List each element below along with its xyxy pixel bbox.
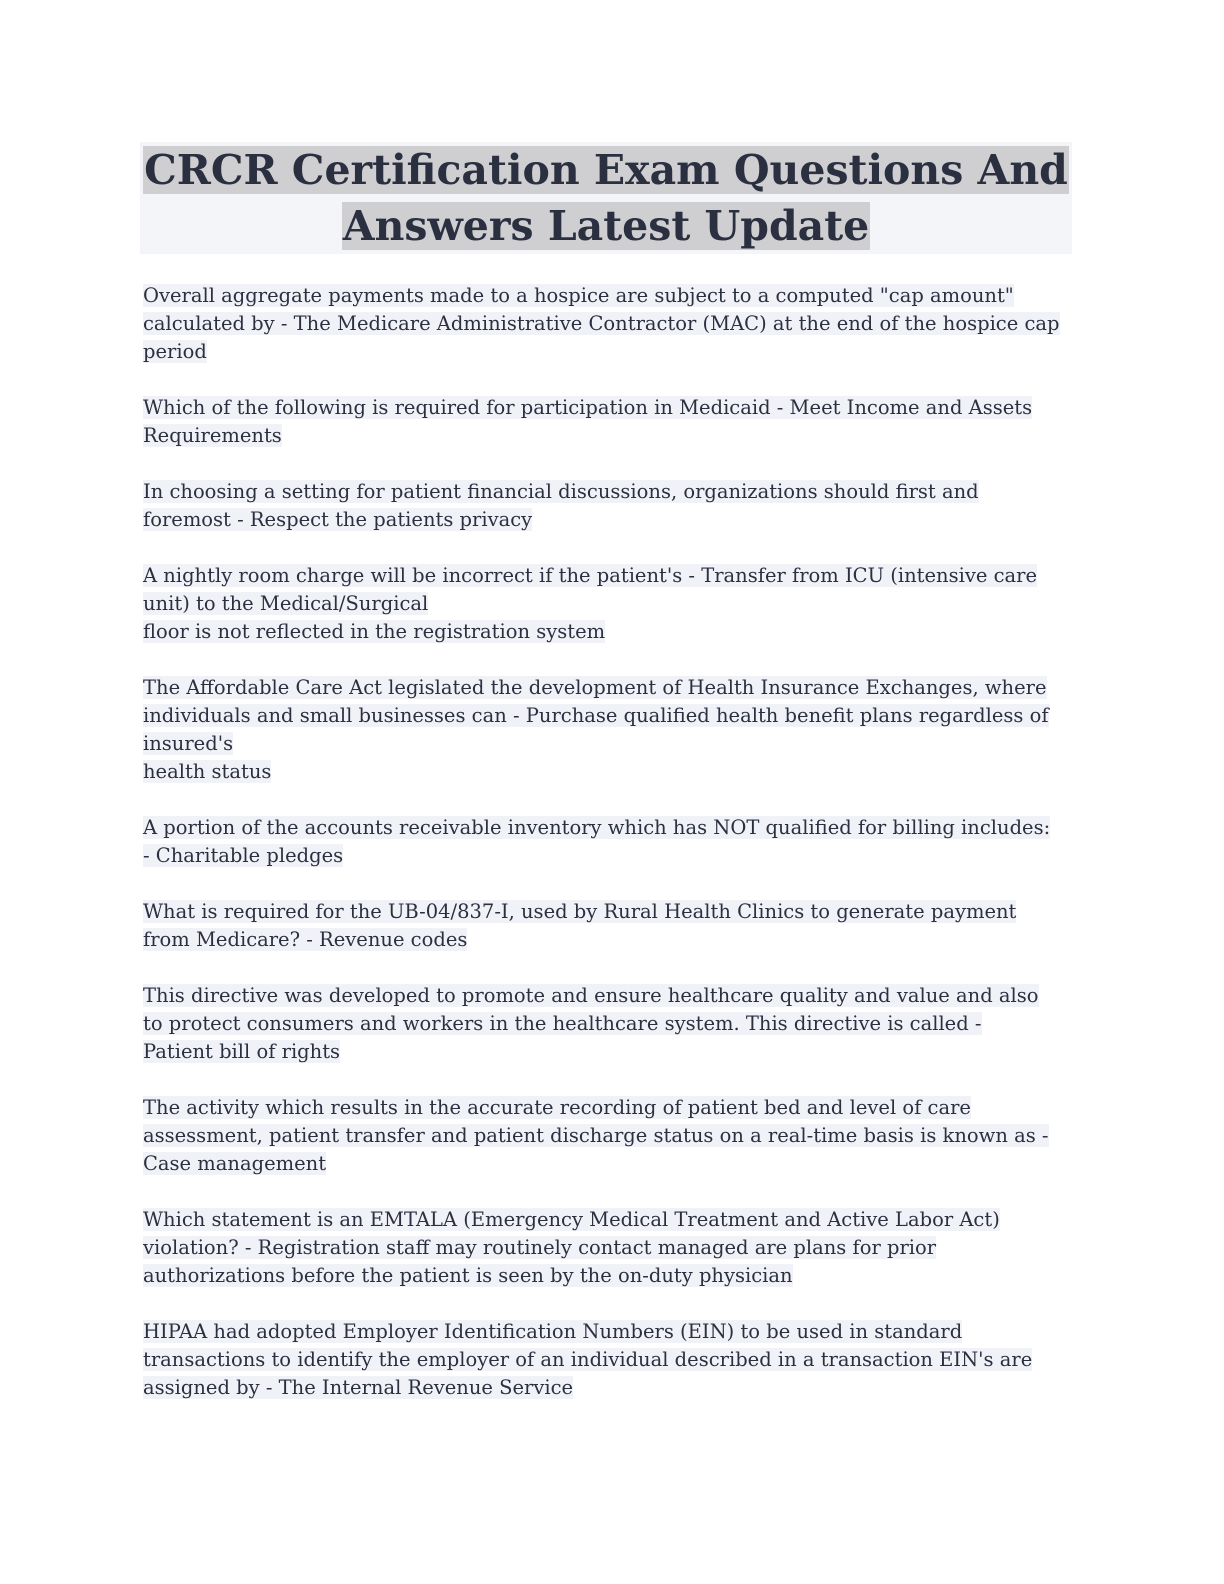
qa-text: Case management bbox=[143, 1152, 327, 1175]
qa-text: floor is not reflected in the registration system bbox=[143, 620, 606, 643]
qa-text: from Medicare? - Revenue codes bbox=[143, 928, 468, 951]
qa-text: violation? - Registration staff may routinely contact managed are plans for prior bbox=[143, 1236, 937, 1259]
qa-item-2 bbox=[143, 394, 1078, 450]
qa-text: calculated by - The Medicare Administrative Contractor (MAC) at the end of the hospice cap bbox=[143, 312, 1060, 335]
qa-item-4 bbox=[143, 562, 1078, 646]
qa-item-1 bbox=[143, 282, 1078, 366]
qa-text: individuals and small businesses can - Purchase qualified health benefit plans regardless of bbox=[143, 704, 1049, 727]
qa-text: period bbox=[143, 340, 207, 363]
qa-text: In choosing a setting for patient financial discussions, organizations should first and bbox=[143, 480, 979, 503]
qa-text: The Affordable Care Act legislated the development of Health Insurance Exchanges, where bbox=[143, 676, 1047, 699]
qa-text: transactions to identify the employer of an individual described in a transaction EIN's are bbox=[143, 1348, 1033, 1371]
qa-text: Patient bill of rights bbox=[143, 1040, 341, 1063]
qa-text: authorizations before the patient is seen by the on-duty physician bbox=[143, 1264, 793, 1287]
qa-item-8 bbox=[143, 982, 1078, 1066]
qa-text: This directive was developed to promote and ensure healthcare quality and value and also bbox=[143, 984, 1039, 1007]
qa-text: HIPAA had adopted Employer Identification Numbers (EIN) to be used in standard bbox=[143, 1320, 963, 1343]
qa-text: assessment, patient transfer and patient discharge status on a real-time basis is known as - bbox=[143, 1124, 1049, 1147]
qa-text: Overall aggregate payments made to a hospice are subject to a computed "cap amount" bbox=[143, 284, 1014, 307]
qa-item-3 bbox=[143, 478, 1078, 534]
qa-item-10 bbox=[143, 1206, 1078, 1290]
qa-text: health status bbox=[143, 760, 272, 783]
document-title bbox=[140, 142, 1072, 254]
qa-item-5 bbox=[143, 674, 1078, 786]
title-line-2: Answers Latest Update bbox=[342, 202, 870, 250]
qa-text: Requirements bbox=[143, 424, 282, 447]
title-line-1: CRCR Certification Exam Questions And bbox=[144, 146, 1068, 194]
qa-text: to protect consumers and workers in the healthcare system. This directive is called - bbox=[143, 1012, 982, 1035]
qa-text: A nightly room charge will be incorrect if the patient's - Transfer from ICU (intensive care bbox=[143, 564, 1037, 587]
qa-text: Which of the following is required for participation in Medicaid - Meet Income and Assets bbox=[143, 396, 1033, 419]
qa-list bbox=[143, 282, 1078, 1430]
qa-text: - Charitable pledges bbox=[143, 844, 344, 867]
qa-text: A portion of the accounts receivable inventory which has NOT qualified for billing includes: bbox=[143, 816, 1051, 839]
qa-text: insured's bbox=[143, 732, 234, 755]
qa-text: unit) to the Medical/Surgical bbox=[143, 592, 429, 615]
qa-text: foremost - Respect the patients privacy bbox=[143, 508, 533, 531]
qa-item-9 bbox=[143, 1094, 1078, 1178]
qa-text: The activity which results in the accurate recording of patient bed and level of care bbox=[143, 1096, 971, 1119]
qa-text: What is required for the UB-04/837-I, used by Rural Health Clinics to generate payment bbox=[143, 900, 1017, 923]
qa-item-6 bbox=[143, 814, 1078, 870]
qa-item-7 bbox=[143, 898, 1078, 954]
qa-item-11 bbox=[143, 1318, 1078, 1402]
qa-text: Which statement is an EMTALA (Emergency Medical Treatment and Active Labor Act) bbox=[143, 1208, 1000, 1231]
qa-text: assigned by - The Internal Revenue Service bbox=[143, 1376, 574, 1399]
